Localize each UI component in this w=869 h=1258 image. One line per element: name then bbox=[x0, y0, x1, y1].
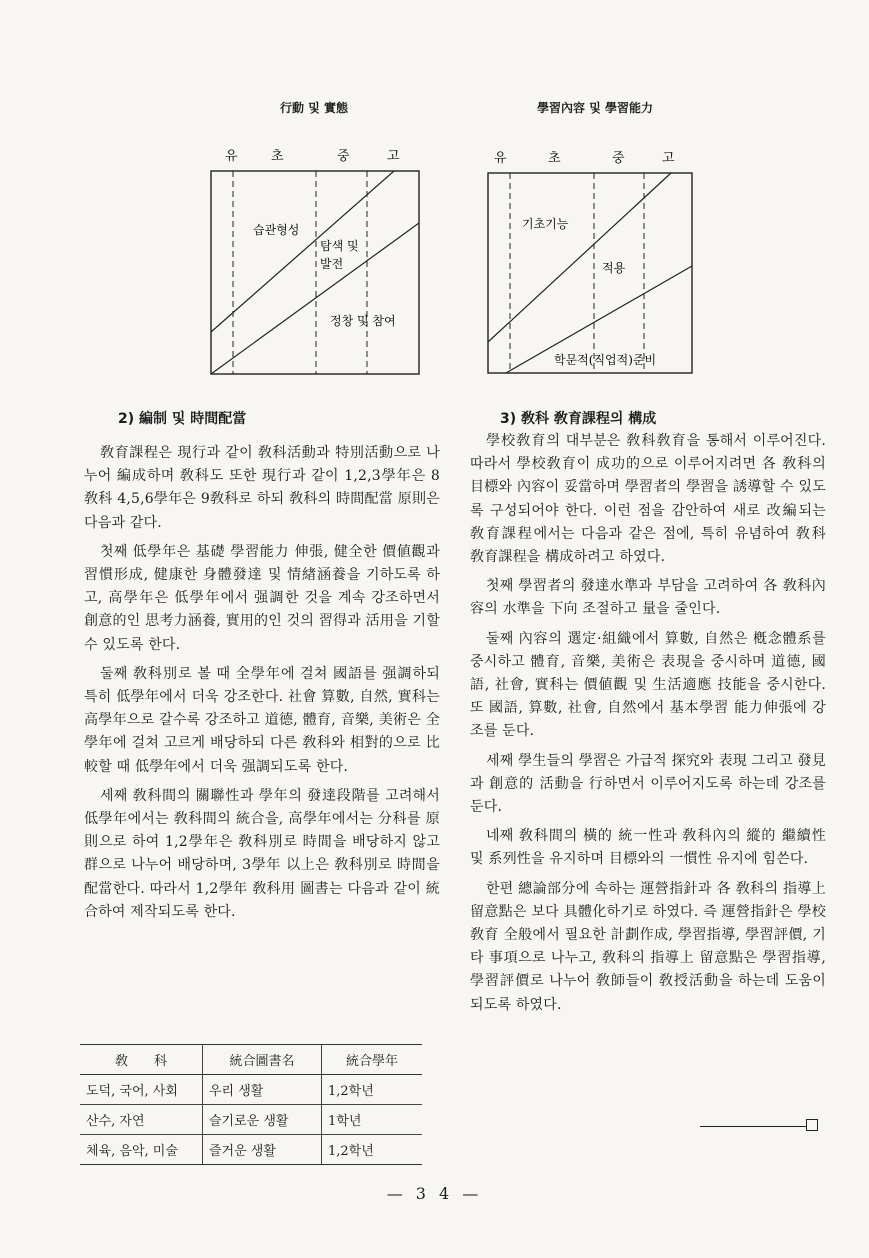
chart-2-stage-label: 고 bbox=[662, 151, 675, 166]
chart-2-title: 學習內容 및 學習能力 bbox=[537, 101, 653, 115]
right-paragraph: 네째 敎科間의 橫的 統一性과 敎科內의 縱的 繼續性 및 系列性을 유지하며 目標와의 一慣性 유지에 힘쓴다. bbox=[470, 828, 826, 868]
chart-1-title: 行動 및 實態 bbox=[280, 101, 348, 115]
right-paragraph: 세째 學生들의 學習은 가급적 探究와 表現 그리고 發見과 創意的 活動을 行하면서 이루어지도록 하는데 강조를 둔다. bbox=[470, 752, 826, 816]
right-paragraph: 한편 總論部分에 속하는 運營指針과 各 敎科의 指導上 留意點은 보다 具體化하기로 하였다. 즉 運營指針은 學校敎育 全般에서 필요한 計劃作成, 學習指導, 學習評價, 기타 事項으로 나누고, 敎科의 指導上 留意點은 學習指導, 學習評價로 나누어 敎師들이 敎授活動을 하는데 도움이 되도록 하였다. bbox=[470, 880, 826, 1013]
chart-2-region-label: 학문적(직업적)준비 bbox=[554, 353, 657, 367]
chart-1-stage-label: 중 bbox=[337, 149, 350, 164]
chart-2-stage-label: 초 bbox=[548, 151, 561, 166]
table-cell: 도덕, 국어, 사회 bbox=[80, 1075, 203, 1105]
table-cell: 즐거운 생활 bbox=[203, 1135, 322, 1165]
left-section-heading: 2) 編制 및 時間配當 bbox=[118, 411, 247, 427]
left-paragraph: 둘째 敎科別로 볼 때 全學年에 걸쳐 國語를 强調하되 특히 低學年에서 더욱 강조한다. 社會 算數, 自然, 實科는 高學年으로 갈수록 강조하고 道德, 體育, 音樂, 美術은 全學年에 걸쳐 고르게 배당하되 다른 敎科와 相對的으로 比較할 때 低學年에서 더욱 强調되도록 한다. bbox=[84, 665, 440, 775]
table-cell: 슬기로운 생활 bbox=[203, 1105, 322, 1135]
table-row bbox=[80, 1105, 422, 1135]
left-column bbox=[84, 442, 440, 930]
end-mark-icon bbox=[806, 1119, 818, 1131]
left-paragraph: 세째 敎科間의 關聯性과 學年의 發達段階를 고려해서 低學年에서는 敎科間의 統合을, 高學年에서는 分科를 原則으로 하여 1,2學年은 敎科別로 時間을 배당하지 않고 群으로 나누어 배당하며, 3學年 以上은 敎科別로 時間을 配當한다. 따라서 1,2學年 敎科用 圖書는 다음과 같이 統合하여 제작되도록 한다. bbox=[84, 787, 440, 920]
table-row bbox=[80, 1135, 422, 1165]
chart-2-stage-label: 유 bbox=[494, 151, 507, 166]
end-rule bbox=[700, 1126, 806, 1127]
right-section-heading: 3) 敎科 敎育課程의 構成 bbox=[500, 411, 657, 427]
chart-1-frame bbox=[211, 171, 419, 374]
right-paragraph: 둘째 內容의 選定·組織에서 算數, 自然은 槪念體系를 중시하고 體育, 音樂, 美術은 表現을 중시하며 道德, 國語, 社會, 實科는 價値觀 및 生活適應 技能을 중시한다. 또 國語, 算數, 社會, 自然에서 基本學習 能力伸張에 강조를 둔다. bbox=[470, 630, 826, 740]
table-header-cell: 統合學年 bbox=[322, 1045, 423, 1075]
chart-1-stage-label: 초 bbox=[271, 149, 284, 164]
chart-2-diagram bbox=[482, 140, 702, 380]
right-paragraph: 學校敎育의 대부분은 敎科敎育을 통해서 이루어진다. 따라서 學校敎育이 成功的으로 이루어지려면 各 敎科의 目標와 內容이 妥當하며 學習者의 學習을 誘導할 수 있도록 구성되어야 한다. 이런 점을 감안하여 새로 改編되는 敎育課程에서는 다음과 같은 점에, 특히 유념하여 敎科 敎育課程을 構成하려고 하였다. bbox=[470, 433, 826, 566]
chart-2-region-label: 적용 bbox=[602, 261, 626, 275]
chart-2-stage-label: 중 bbox=[612, 151, 625, 166]
chart-1-stage-label: 유 bbox=[225, 149, 238, 164]
table-header-row bbox=[80, 1045, 422, 1075]
right-column bbox=[470, 430, 826, 1023]
table-row bbox=[80, 1075, 422, 1105]
chart-1-region-label: 탐색 및 bbox=[320, 239, 359, 253]
table-cell: 우리 생활 bbox=[203, 1075, 322, 1105]
right-paragraph: 첫째 學習者의 發達水準과 부담을 고려하여 各 敎科內容의 水準을 下向 조절하고 量을 줄인다. bbox=[470, 578, 826, 618]
table-cell: 1,2학년 bbox=[322, 1075, 423, 1105]
chart-2-region-label: 기초기능 bbox=[522, 217, 569, 231]
table-header-cell: 統合圖書名 bbox=[203, 1045, 322, 1075]
table-cell: 산수, 자연 bbox=[80, 1105, 203, 1135]
table-header-cell: 敎 科 bbox=[80, 1045, 203, 1075]
chart-1-region-label: 습관형성 bbox=[253, 223, 300, 237]
table-cell: 1학년 bbox=[322, 1105, 423, 1135]
table-cell: 1,2학년 bbox=[322, 1135, 423, 1165]
chart-1-boundary-line bbox=[211, 223, 419, 374]
left-paragraph: 첫째 低學年은 基礎 學習能力 伸張, 健全한 價値觀과 習慣形成, 健康한 身體發達 및 情緖涵養을 기하도록 하고, 高學年은 低學年에서 强調한 것을 계속 강조하면서 創意的인 思考力涵養, 實用的인 것의 習得과 活用을 기할 수 있도록 한다. bbox=[84, 543, 440, 653]
integrated-textbook-table bbox=[80, 1044, 422, 1165]
chart-1-region-label: 발전 bbox=[320, 257, 344, 271]
chart-1-stage-label: 고 bbox=[387, 149, 400, 164]
left-paragraph: 敎育課程은 現行과 같이 敎科活動과 特別活動으로 나누어 編成하며 敎科도 또한 現行과 같이 1,2,3學年은 8敎科 4,5,6學年은 9敎科로 하되 敎科의 時間配當 原則은 다음과 같다. bbox=[84, 445, 440, 531]
chart-1-region-label: 정창 및 참여 bbox=[330, 314, 396, 328]
page-number: — 3 4 — bbox=[386, 1184, 483, 1203]
chart-2-frame bbox=[488, 173, 692, 373]
chart-1-diagram bbox=[205, 140, 425, 380]
table-cell: 체육, 음악, 미술 bbox=[80, 1135, 203, 1165]
